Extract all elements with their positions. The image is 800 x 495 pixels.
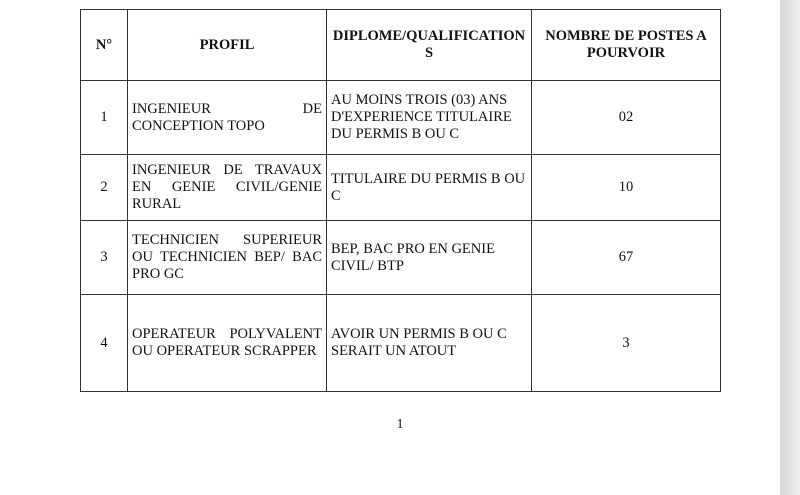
- header-postes: NOMBRE DE POSTES A POURVOIR: [532, 10, 721, 81]
- table-row: [81, 221, 721, 295]
- row-diplome: AVOIR UN PERMIS B OU C SERAIT UN ATOUT: [327, 295, 532, 392]
- row-postes: 10: [532, 155, 721, 221]
- header-profil: PROFIL: [128, 10, 327, 81]
- job-positions-table: [80, 9, 721, 392]
- row-profil: OPERATEUR POLYVALENT OU OPERATEUR SCRAPPER: [128, 295, 327, 392]
- row-postes: 02: [532, 81, 721, 155]
- row-number: 2: [81, 155, 128, 221]
- viewer-margin: [780, 0, 800, 495]
- page-number: 1: [396, 417, 404, 432]
- table-row: [81, 155, 721, 221]
- row-diplome: BEP, BAC PRO EN GENIE CIVIL/ BTP: [327, 221, 532, 295]
- table-row: [81, 81, 721, 155]
- row-postes: 3: [532, 295, 721, 392]
- table-header-row: [81, 10, 721, 81]
- row-profil: INGENIEUR DE CONCEPTION TOPO: [128, 81, 327, 155]
- header-num: N°: [81, 10, 128, 81]
- row-diplome: TITULAIRE DU PERMIS B OU C: [327, 155, 532, 221]
- row-number: 3: [81, 221, 128, 295]
- row-profil: TECHNICIEN SUPERIEUR OU TECHNICIEN BEP/ BAC PRO GC: [128, 221, 327, 295]
- table-row: [81, 295, 721, 392]
- header-diplome: DIPLOME/QUALIFICATIONS: [327, 10, 532, 81]
- row-number: 4: [81, 295, 128, 392]
- row-postes: 67: [532, 221, 721, 295]
- row-profil: INGENIEUR DE TRAVAUX EN GENIE CIVIL/GENIE RURAL: [128, 155, 327, 221]
- row-number: 1: [81, 81, 128, 155]
- row-diplome: AU MOINS TROIS (03) ANS D'EXPERIENCE TITULAIRE DU PERMIS B OU C: [327, 81, 532, 155]
